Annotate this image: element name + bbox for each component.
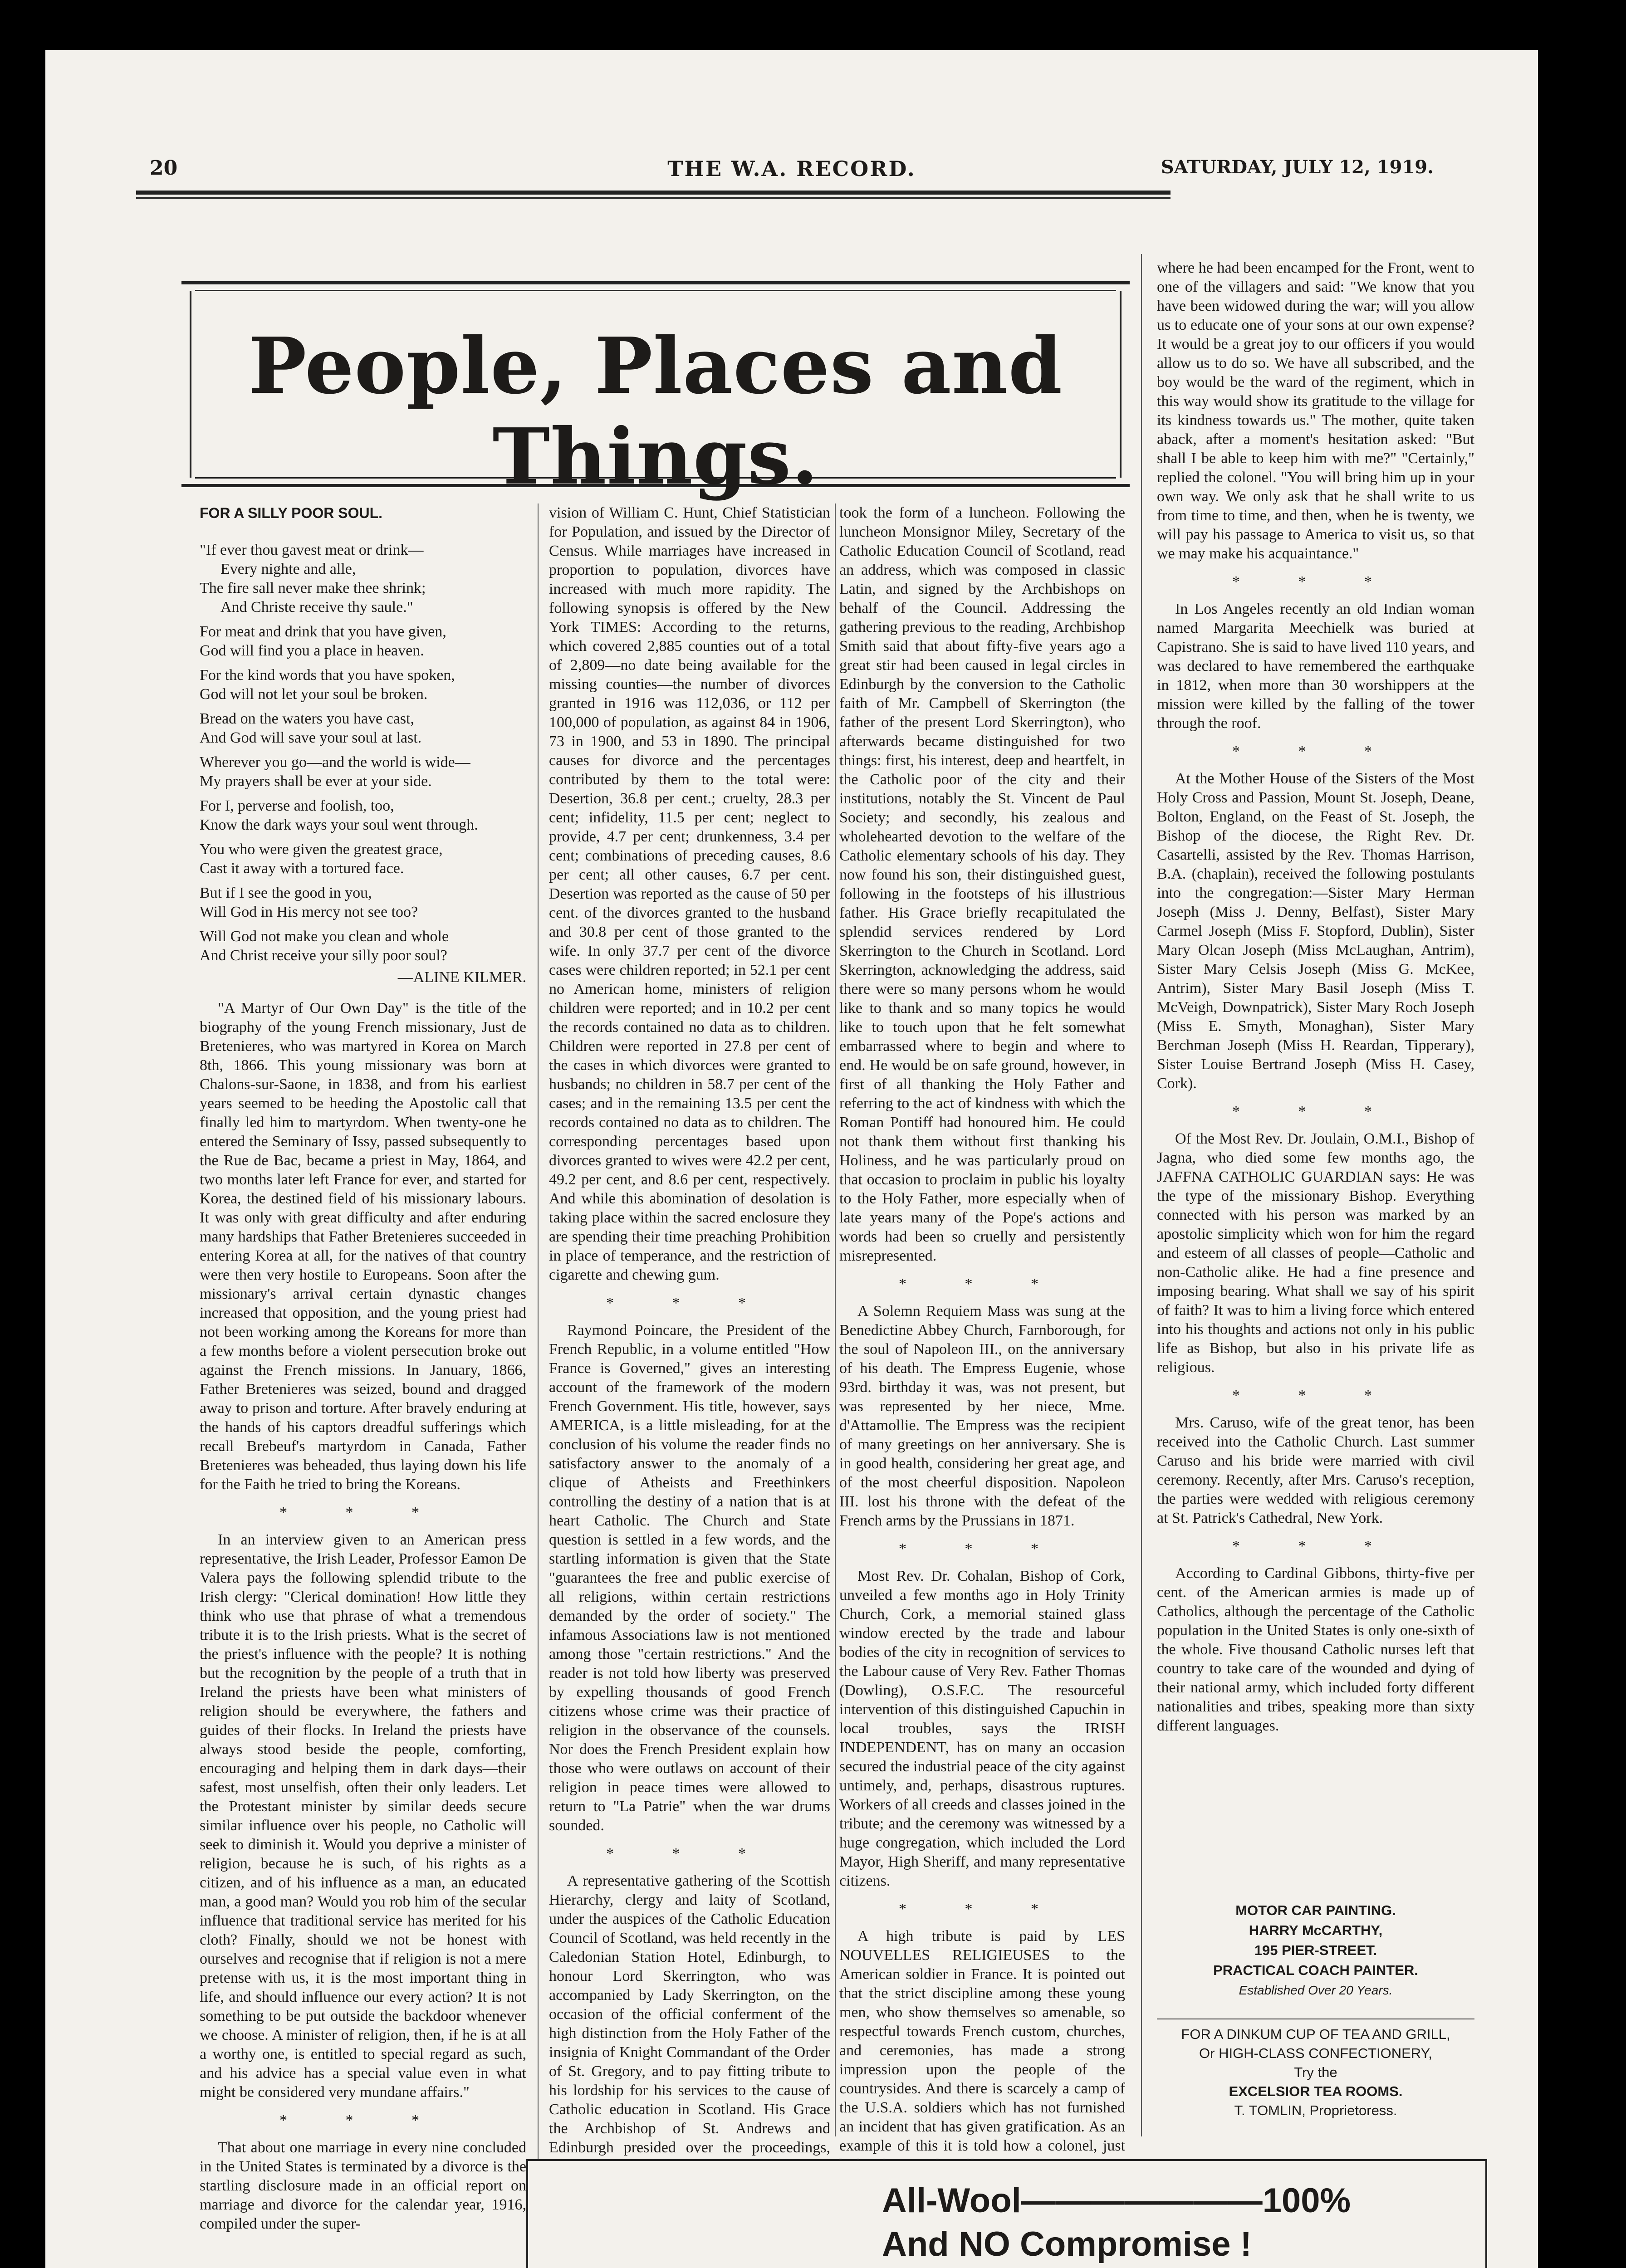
ad-line: HARRY McCARTHY,	[1249, 1922, 1383, 1938]
poem-line: My prayers shall be ever at your side.	[200, 773, 432, 790]
article-paragraph: At the Mother House of the Sisters of the Most Holy Cross and Passion, Mount St. Joseph, Deane, Bolton, England, on the Feast of St. Joseph, the Bishop of the diocese, the Right Rev. Dr. Casartelli, assisted by the Rev. Thomas Harrison, B.A. (chaplain), received the following postulants into the congregation:—Sister Mary Herman Joseph (Miss J. Denny, Belfast), Sister Mary Carmel Joseph (Miss F. Stopford, Dublin), Sister Mary Olcan Joseph (Miss McLaughan, Antrim), Sister Mary Celsis Joseph (Miss G. McKee, Antrim), Sister Mary Basil Joseph (Miss T. McVeigh, Downpatrick), Sister Mary Roch Joseph (Miss E. Smyth, Monaghan), Sister Mary Berchman Joseph (Miss H. Reardan, Tipperary), Sister Louise Bertrand Joseph (Miss H. Casey, Cork).	[1157, 770, 1474, 1092]
poem-line: Every nighte and alle,	[220, 561, 356, 577]
article-paragraph: vision of William C. Hunt, Chief Statistician for Population, and issued by the Director of Census. While marriages have increased in proportion to population, divorces have increased with much more rapidity. The following synopsis is offered by the New York TIMES: According to the returns, which covered 2,885 counties out of a total of 2,809—no date being available for the missing counties—the number of divorces granted in 1916 was 112,036, or 112 per 100,000 of population, as against 84 in 1906, 73 in 1900, and 53 in 1890. The principal causes for divorce and the percentages contributed by them to the total were: Desertion, 36.8 per cent.; cruelty, 28.3 per cent; infidelity, 11.5 per cent; neglect to provide, 4.7 per cent; drunkenness, 3.4 per cent; combinations of preceding causes, 8.6 per cent; all other causes, 6.7 per cent. Desertion was reported as the cause of 50 per cent. of the divorces granted to the husband and 30.8 per cent of those granted to the wife. In only 37.7 per cent of the divorce cases were children reported; in 52.1 per cent no American home, ministers of religion children were reported; and in 10.2 per cent the records contained no data as to children. Children were reported in 27.8 per cent of the cases in which divorces were granted to husbands; no children in 58.7 per cent of the cases; and in the remaining 13.5 per cent the records contained no data as to children. The corresponding percentages based upon divorces granted to wives were 42.2 per cent, 49.2 per cent, and 8.6 per cent, respectively. And while this abomination of desolation is taking place within the sacred enclosure they are spending their time preaching Prohibition in place of temperance, and the restriction of cigarette and chewing gum.	[549, 504, 830, 1283]
page-header	[150, 156, 1434, 188]
ad-line: PRACTICAL COACH PAINTER.	[1213, 1962, 1418, 1978]
column-1	[200, 503, 526, 2243]
article-paragraph: That about one marriage in every nine concluded in the United States is terminated by a divorce is the startling disclosure made in an official report on marriage and divorce for the calendar year, 1916, compiled under the super-	[200, 2139, 526, 2232]
section-separator: * * *	[606, 1295, 773, 1311]
cogan-bros-ad	[526, 2159, 1487, 2268]
section-separator: * * *	[1232, 743, 1399, 760]
column-rule	[1141, 254, 1142, 2136]
page-number: 20	[150, 156, 178, 180]
column-2	[549, 503, 830, 2185]
column-4	[1157, 259, 1474, 1745]
header-rule-thin	[136, 197, 1171, 199]
section-separator: * * *	[606, 1845, 773, 1862]
ad-line: Established Over 20 Years.	[1239, 1983, 1393, 1997]
article-paragraph: A Solemn Requiem Mass was sung at the Benedictine Abbey Church, Farnborough, for the soul of Napoleon III., on the anniversary of his death. The Empress Eugenie, whose 93rd. birthday it was, was not present, but was represented by her niece, Mme. d'Attamollie. The Empress was the recipient of many greetings on her anniversary. She is in good health, considering her great age, and of the most cheerful disposition. Napoleon III. lost his throne with the defeat of the French arms by the Prussians in 1871.	[839, 1303, 1125, 1529]
ad-line: Or HIGH-CLASS CONFECTIONERY,	[1199, 2045, 1432, 2061]
article-paragraph: A representative gathering of the Scottish Hierarchy, clergy and laity of Scotland, under the auspices of the Catholic Education Council of Scotland, was held recently in the Caledonian Station Hotel, Edinburgh, to honour Lord Skerrington, who was accompanied by Lady Skerrington, on the occasion of the official conferment of the high distinction from the Holy Father of the insignia of Knight Commandant of the Order of St. Gregory, and to pay fitting tribute to his lordship for his services to the cause of Catholic education in Scotland. His Grace the Archbishop of St. Andrews and Edinburgh presided over the proceedings,	[549, 1872, 830, 2156]
poem-heading: FOR A SILLY POOR SOUL.	[200, 505, 383, 521]
tea-rooms-ad	[1157, 2019, 1474, 2120]
section-separator: * * *	[279, 2112, 446, 2129]
poem-line: God will find you a place in heaven.	[200, 642, 424, 659]
column-rule	[835, 503, 836, 2136]
header-rule	[136, 191, 1171, 195]
poem-line: Will God not make you clean and whole	[200, 928, 449, 945]
title-inner-rule	[195, 290, 1116, 291]
ad-headline-line: And NO Compromise !	[882, 2225, 1252, 2263]
paper-name: THE W.A. RECORD.	[667, 156, 916, 181]
article-paragraph: took the form of a luncheon. Following the luncheon Monsignor Miley, Secretary of the Catholic Education Council of Scotland, read an address, which was composed in classic Latin, and signed by the Archbishops on behalf of the Council. Addressing the gathering previous to the reading, Archbishop Smith said that about fifty-five years ago a great stir had been caused in legal circles in Edinburgh by the conversion to the Catholic faith of Mr. Campbell of Skerrington (the father of the present Lord Skerrington), who afterwards became distinguished for two things: first, his interest, deep and heartfelt, in the Catholic poor of the city and their institutions, notably the St. Vincent de Paul Society; and secondly, his zealous and wholehearted devotion to the welfare of the Catholic elementary schools of his day. They now found his son, their distinguished guest, following in the footsteps of his illustrious father. His Grace briefly recapitulated the splendid services rendered by Lord Skerrington to the Church in Scotland. Lord Skerrington, acknowledging the address, said there were so many persons whom he would like to thank and so many topics he would like to touch upon that he felt somewhat embarrassed where to begin and where to end. He would be on safe ground, however, in first of all thanking the Holy Father and referring to the act of kindness with which the Roman Pontiff had honoured him. He could not thank them without first thanking his Holiness, and he was particularly proud on that occasion to proclaim in public his loyalty to the Holy Father, more especially when of late years many of the Pope's actions and words had been so cruelly and persistently misrepresented.	[839, 504, 1125, 1264]
section-separator: * * *	[899, 1276, 1066, 1292]
section-separator: * * *	[899, 1540, 1066, 1557]
ad-line: Try the	[1294, 2064, 1337, 2080]
poem-line: For I, perverse and foolish, too,	[200, 797, 394, 814]
poem-line: And Christe receive thy saule."	[220, 599, 413, 616]
poem-line: And Christ receive your silly poor soul?	[200, 947, 447, 964]
article-paragraph: "A Martyr of Our Own Day" is the title of the biography of the young French missionary, Just de Bretenieres, who was martyred in Korea on March 8th, 1866. This young missionary was born at Chalons-sur-Saone, in 1838, and from his earliest years seemed to be heeding the Apostolic call that finally led him to martyrdom. When twenty-one he entered the Seminary of Issy, passed subsequently to the Rue de Bac, became a priest in May, 1864, and two months later left France for ever, and started for Korea, the destined field of his missionary labours. It was only with great difficulty and after enduring many hardships that Father Bretenieres succeeded in entering Korea at all, for the natives of that country were then very hostile to Europeans. Soon after the missionary's arrival certain dynastic changes increased that opposition, and the young priest had not been working among the Koreans for more than a few months before a violent persecution broke out against the French missions. In January, 1866, Father Bretenieres was seized, bound and dragged away to prison and torture. After bravely enduring at the hands of his captors dreadful sufferings which recall Brebeuf's martyrdom in Canada, Father Bretenieres was beheaded, thus laying down his life for the Faith he tried to bring the Koreans.	[200, 1000, 526, 1493]
poem-line: Wherever you go—and the world is wide—	[200, 754, 470, 771]
section-separator: * * *	[1232, 1103, 1399, 1120]
newspaper-page	[45, 50, 1538, 2268]
article-paragraph: A high tribute is paid by LES NOUVELLES RELIGIEUSES to the American soldier in France. It is pointed out that the strict discipline among these young men, who show themselves so amenable, so respectful towards French custom, churches, and ceremonies, has made a strong impression upon the people of the countrysides. And there is scarcely a camp of the U.S.A. soldiers which has not furnished an incident that has given gratification. As an example of this it is told how a colonel, just	[839, 1928, 1125, 2154]
section-separator: * * *	[1232, 1538, 1399, 1554]
issue-date: SATURDAY, JULY 12, 1919.	[1161, 156, 1434, 178]
ad-line: EXCELSIOR TEA ROOMS.	[1229, 2083, 1403, 2099]
section-separator: * * *	[279, 1504, 446, 1521]
ad-line: T. TOMLIN, Proprietoress.	[1234, 2102, 1397, 2118]
section-separator: * * *	[1232, 1387, 1399, 1404]
ad-headline-line: All-Wool———————100%	[882, 2181, 1351, 2220]
ad-line: FOR A DINKUM CUP OF TEA AND GRILL,	[1181, 2026, 1450, 2042]
poem-author: —ALINE KILMER.	[397, 969, 526, 986]
column-3	[839, 503, 1125, 2184]
article-paragraph: Most Rev. Dr. Cohalan, Bishop of Cork, unveiled a few months ago in Holy Trinity Church, Cork, a memorial stained glass window erected by the trade and labour bodies of the city in recognition of services to the Labour cause of Very Rev. Father Thomas (Dowling), O.S.F.C. The resourceful intervention of this distinguished Capuchin in local troubles, says the IRISH INDEPENDENT, has on many an occasion secured the industrial peace of the city against untimely, and, perhaps, disastrous ruptures. Workers of all creeds and classes joined in the tribute; and the ceremony was witnessed by a huge congregation, which included the Lord Mayor, High Sheriff, and many representative citizens.	[839, 1568, 1125, 1889]
poem-line: And God will save your soul at last.	[200, 729, 422, 746]
section-separator: * * *	[1232, 573, 1399, 590]
poem-line: Know the dark ways your soul went through.	[200, 816, 478, 833]
article-paragraph: According to Cardinal Gibbons, thirty-five per cent. of the American armies is made up of Catholics, although the percentage of the Catholic population in the United States is only one-sixth of the whole. Five thousand Catholic nurses left that country to take care of the wounded and dying of their national army, which included forty different nationalities and tribes, speaking more than sixty different languages.	[1157, 1565, 1474, 1734]
poem-line: The fire sall never make thee shrink;	[200, 580, 426, 596]
poem	[200, 541, 526, 987]
article-paragraph: Mrs. Caruso, wife of the great tenor, has been received into the Catholic Church. Last summer Caruso and his bride were married with civil ceremony. Recently, after Mrs. Caruso's reception, the parties were wedded with religious ceremony at St. Patrick's Cathedral, New York.	[1157, 1414, 1474, 1526]
article-paragraph: where he had been encamped for the Front, went to one of the villagers and said: "We know that you have been widowed during the war; will you allow us to educate one of your sons at our own expense? It would be a great joy to our officers if you would allow us to do so. We have all subscribed, and the boy would be the ward of the regiment, which in this way would show its gratitude to the village for its kindness towards us." The mother, quite taken aback, after a moment's hesitation asked: "But shall I be able to keep him with me?" "Certainly," replied the colonel. "You will bring him up in your own way. We only ask that he shall write to us from time to time, and then, when he is twenty, we will pay his passage to America to visit us, so that we may make his acquaintance."	[1157, 259, 1474, 562]
poem-line: "If ever thou gavest meat or drink—	[200, 542, 424, 558]
section-title-box	[181, 281, 1130, 502]
poem-line: But if I see the good in you,	[200, 885, 372, 901]
poem-line: Cast it away with a tortured face.	[200, 860, 404, 877]
clasped-hands-illustration	[546, 2193, 864, 2268]
article-paragraph: In Los Angeles recently an old Indian woman named Margarita Meechielk was buried at Capistrano. She is said to have lived 110 years, and was declared to have remembered the earthquake in 1812, when more than 30 worshippers at the mission were killed by the falling of the tower through the roof.	[1157, 601, 1474, 732]
poem-line: Bread on the waters you have cast,	[200, 710, 414, 727]
article-paragraph: Of the Most Rev. Dr. Joulain, O.M.I., Bishop of Jagna, who died some few months ago, the JAFFNA CATHOLIC GUARDIAN says: He was the type of the missionary Bishop. Everything connected with his person was marked by an apostolic simplicity which won for him the regard and esteem of all classes of people—Catholic and non-Catholic alike. He had a fine presence and imposing bearing. What shall we say of his spirit of faith? It was to him a living force which entered into his thoughts and actions not only in his public life as Bishop, but also in his private life as religious.	[1157, 1130, 1474, 1376]
poem-line: God will not let your soul be broken.	[200, 686, 428, 703]
ad-headline	[882, 2179, 1351, 2266]
column-rule	[538, 503, 539, 2268]
motor-car-painting-ad	[1157, 1901, 1474, 2000]
article-paragraph: In an interview given to an American press representative, the Irish Leader, Professor Eamon De Valera pays the following splendid tribute to the Irish clergy: "Clerical domination! How little they think who use that phrase of what a tremendous tribute it is to the Irish priests. What is the secret of the priest's influence with the people? It is nothing but the recognition by the people of a truth that in Ireland the priests have been what ministers of religion should be everywhere, the fathers and guides of their flocks. In Ireland the priests have always stood beside the people, comforting, encouraging and helping them in dark days—their safest, most unselfish, often their only leaders. Let the Protestant minister by similar deeds secure similar influence over his people, no Catholic will seek to diminish it. Would you deprive a minister of religion, because he is such, of his rights as a citizen, and of his influence as a man, an educated man, a good man? Would you rob him of the secular influence that traditional service has merited for his cloth? Finally, should we not be honest with ourselves and recognise that if religion is not a mere pretense with us, it is the most important thing in life, and should influence our every action? It is not something to be put outside the backdoor whenever we choose. A minister of religion, then, if he is at all a worthy one, is entitled to special regard as such, and his advice has a special value even in what might be considered very mundane affairs."	[200, 1531, 526, 2101]
poem-line: You who were given the greatest grace,	[200, 841, 443, 858]
poem-line: For meat and drink that you have given,	[200, 623, 446, 640]
section-title: People, Places and Things.	[248, 321, 1063, 502]
ad-line: MOTOR CAR PAINTING.	[1235, 1902, 1396, 1918]
ad-line: 195 PIER-STREET.	[1254, 1942, 1377, 1958]
poem-line: Will God in His mercy not see too?	[200, 904, 418, 920]
poem-line: For the kind words that you have spoken,	[200, 667, 455, 684]
section-separator: * * *	[899, 1901, 1066, 1917]
article-paragraph: Raymond Poincare, the President of the French Republic, in a volume entitled "How France is Governed," gives an interesting account of the framework of the modern French Government. His title, however, says AMERICA, is a little misleading, for at the conclusion of his volume the reader finds no satisfactory answer to the anomaly of a clique of Atheists and Freethinkers controlling the destiny of a nation that is at heart Catholic. The Church and State question is settled in a few words, and the startling information is given that the State "guarantees the free and public exercise of all religions, within certain restrictions demanded by the order of society." The infamous Associations law is not mentioned among those "certain restrictions." And the reader is not told how liberty was preserved by expelling thousands of good French citizens whose crime was their practice of religion in the observance of the counsels. Nor does the French President explain how those who were outlaws on account of their religion in peace times were allowed to return to "La Patrie" when the war drums sounded.	[549, 1322, 830, 1834]
